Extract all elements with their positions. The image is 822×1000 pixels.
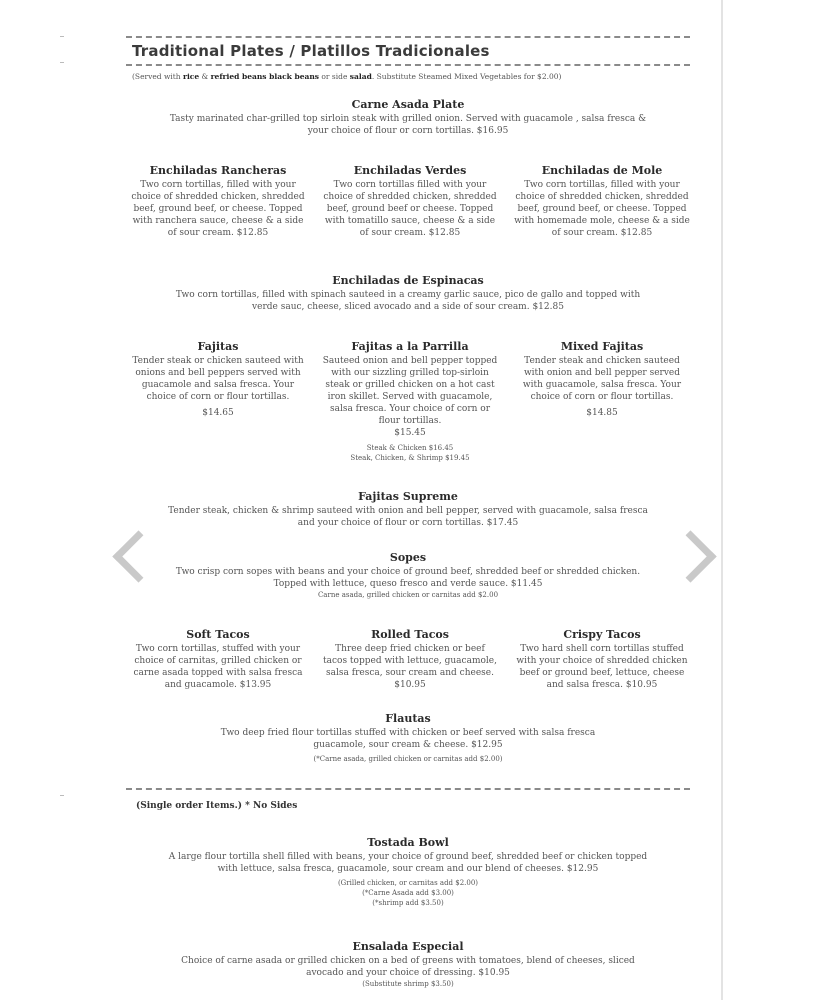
item-note: (*Carne Asada add $3.00) xyxy=(362,889,454,897)
dashed-divider xyxy=(126,64,690,66)
item-price: $14.85 xyxy=(586,408,618,418)
item-name: Carne Asada Plate xyxy=(351,98,465,111)
menu-item-rolled-tacos xyxy=(322,628,498,691)
item-description: Two deep fried flour tortillas stuffed with chicken or beef served with salsa fresca guacamole, sour cream & cheese. $12.95 xyxy=(220,728,596,750)
menu-item-fajitas xyxy=(130,340,306,463)
scan-mark xyxy=(60,795,64,796)
item-description: Two corn tortillas, stuffed with your choice of carnitas, grilled chicken or carne asada topped with salsa fresca and guacamole. $13.95 xyxy=(133,644,303,690)
menu-item-crispy-tacos xyxy=(514,628,690,691)
item-extra-price: Steak, Chicken, & Shrimp $19.45 xyxy=(350,454,470,462)
item-description: Two crisp corn sopes with beans and your choice of ground beef, shredded beef or shredded chicken. Topped with lettuce, queso fresco and verde sauce. $11.45 xyxy=(175,567,641,589)
menu-item-mixed-fajitas xyxy=(514,340,690,463)
menu-item-flautas xyxy=(216,712,600,764)
item-note: Carne asada, grilled chicken or carnitas add $2.00 xyxy=(317,591,499,599)
menu-item-fajitas-supreme xyxy=(166,490,650,529)
dashed-divider xyxy=(126,788,690,790)
scan-mark xyxy=(60,62,64,63)
item-name: Crispy Tacos xyxy=(563,628,641,641)
item-description: Tender steak or chicken sauteed with onions and bell peppers served with guacamole and salsa fresca. Your choice of corn or flour tortillas. xyxy=(132,356,304,402)
menu-item-enchiladas-de-mole xyxy=(514,164,690,239)
item-name: Tostada Bowl xyxy=(367,836,449,849)
item-name: Fajitas Supreme xyxy=(358,490,458,503)
fajitas-row xyxy=(130,340,690,463)
item-name: Mixed Fajitas xyxy=(560,340,644,353)
item-name: Sopes xyxy=(389,551,427,564)
enchiladas-row xyxy=(130,164,690,239)
menu-item-enchiladas-rancheras xyxy=(130,164,306,239)
single-order-label: (Single order Items.) * No Sides xyxy=(136,801,298,811)
item-price: $15.45 xyxy=(394,428,426,438)
item-name: Flautas xyxy=(385,712,431,725)
item-description: Three deep fried chicken or beef tacos topped with lettuce, guacamole, salsa fresca, sour cream and cheese. $10.95 xyxy=(323,644,497,690)
single-order-divider xyxy=(126,788,690,790)
item-name: Ensalada Especial xyxy=(352,940,464,953)
dashed-divider xyxy=(126,36,690,38)
item-name: Enchiladas de Espinacas xyxy=(332,274,484,287)
item-description: Tender steak, chicken & shrimp sauteed with onion and bell pepper, served with guacamole, salsa fresca and your choice of flour or corn tortillas. $17.45 xyxy=(168,506,648,528)
item-price: $14.65 xyxy=(202,408,234,418)
item-name: Fajitas xyxy=(197,340,239,353)
section-header xyxy=(126,36,690,81)
item-description: Two corn tortillas filled with your choice of shredded chicken, shredded beef, ground beef or cheese. Topped with tomatillo sauce, cheese & a side of sour cream. $12.85 xyxy=(323,180,497,238)
item-name: Fajitas a la Parrilla xyxy=(351,340,469,353)
item-extra-price: Steak & Chicken $16.45 xyxy=(366,444,454,452)
menu-item-ensalada-especial xyxy=(166,940,650,989)
item-name: Soft Tacos xyxy=(186,628,250,641)
item-description: Two corn tortillas, filled with your choice of shredded chicken, shredded beef, ground beef, or cheese. Topped with homemade mole, cheese & a side of sour cream. $12.85 xyxy=(514,180,690,238)
page-edge-divider xyxy=(721,0,723,1000)
menu-page xyxy=(126,30,690,1000)
menu-item-carne-asada-plate xyxy=(166,98,650,137)
menu-item-soft-tacos xyxy=(130,628,306,691)
item-name: Enchiladas Verdes xyxy=(353,164,467,177)
item-name: Enchiladas de Mole xyxy=(541,164,663,177)
menu-item-enchiladas-de-espinacas xyxy=(166,274,650,313)
item-note: (*shrimp add $3.50) xyxy=(372,899,444,907)
scan-mark xyxy=(60,36,64,37)
item-description: Two corn tortillas, filled with spinach sauteed in a creamy garlic sauce, pico de gallo and topped with verde sauc, cheese, sliced avocado and a side of sour cream. $12.85 xyxy=(175,290,641,312)
section-title: Traditional Plates / Platillos Tradicionales xyxy=(132,42,490,60)
item-name: Rolled Tacos xyxy=(371,628,449,641)
item-description: Tasty marinated char-grilled top sirloin steak with grilled onion. Served with guacamole , salsa fresca & your choice of flour or corn tortillas. $16.95 xyxy=(169,114,647,136)
item-description: Choice of carne asada or grilled chicken on a bed of greens with tomatoes, blend of cheeses, sliced avocado and your choice of dressing. $10.95 xyxy=(181,956,635,978)
item-description: A large flour tortilla shell filled with beans, your choice of ground beef, shredded beef or chicken topped with lettuce, salsa fresca, guacamole, sour cream and our blend of cheeses. $12.95 xyxy=(168,852,648,874)
menu-item-fajitas-a-la-parrilla xyxy=(322,340,498,463)
item-note: (Grilled chicken, or carnitas add $2.00) xyxy=(337,879,479,887)
menu-item-tostada-bowl xyxy=(166,836,650,908)
item-description: Sauteed onion and bell pepper topped with our sizzling grilled top-sirloin steak or grilled chicken on a hot cast iron skillet. Served with guacamole, salsa fresca. Your choice of corn or flour tortillas. xyxy=(322,356,498,426)
item-name: Enchiladas Rancheras xyxy=(149,164,287,177)
menu-item-sopes xyxy=(166,551,650,600)
item-description: Tender steak and chicken sauteed with onion and bell pepper served with guacamole, salsa fresca. Your choice of corn or flour tortillas. xyxy=(522,356,682,402)
item-note: (*Carne asada, grilled chicken or carnitas add $2.00) xyxy=(313,755,503,763)
served-with-note: (Served with rice & refried beans black beans or side salad. Substitute Steamed Mixed Vegetables for $2.00) xyxy=(132,72,562,81)
tacos-row xyxy=(130,628,690,691)
item-description: Two hard shell corn tortillas stuffed with your choice of shredded chicken beef or ground beef, lettuce, cheese and salsa fresca. $10.95 xyxy=(516,644,688,690)
item-description: Two corn tortillas, filled with your choice of shredded chicken, shredded beef, ground beef, or cheese. Topped with ranchera sauce, cheese & a side of sour cream. $12.85 xyxy=(131,180,305,238)
menu-item-enchiladas-verdes xyxy=(322,164,498,239)
item-note: (Substitute shrimp $3.50) xyxy=(362,980,454,988)
